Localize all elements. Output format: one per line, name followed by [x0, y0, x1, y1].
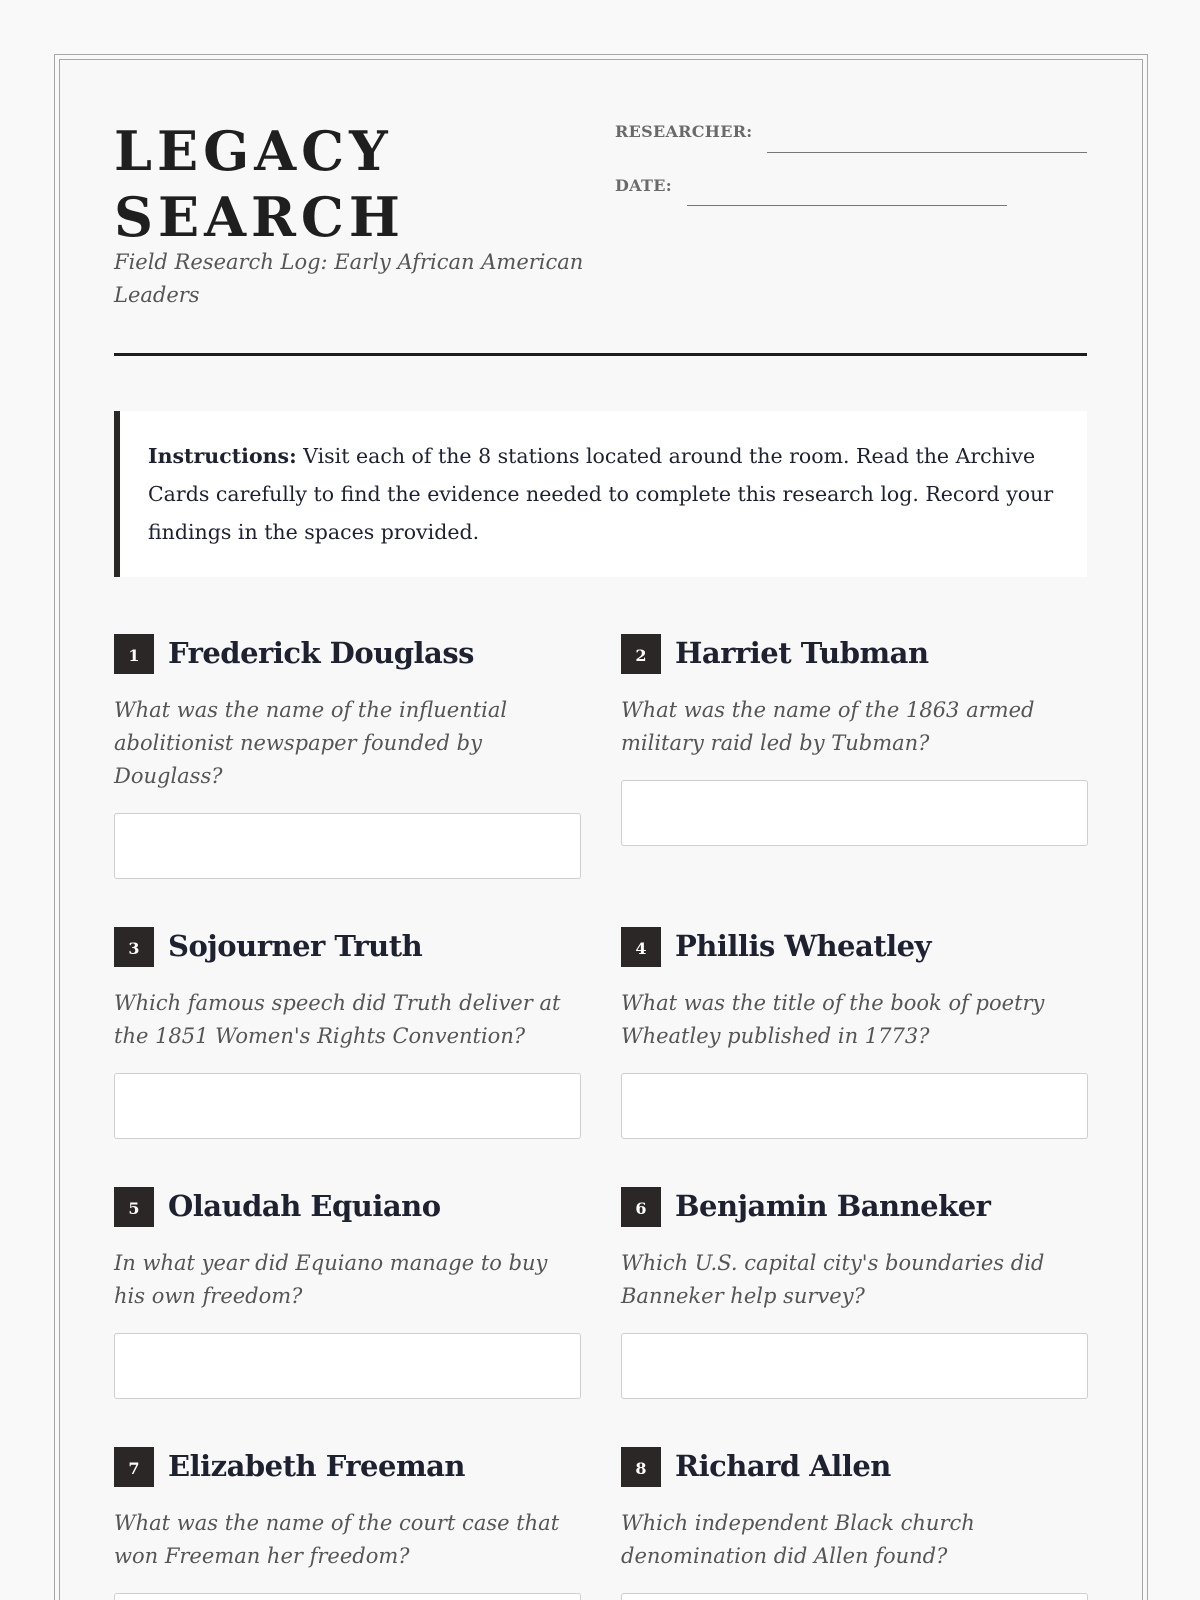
station-header [621, 634, 1088, 674]
station-number-badge: 3 [114, 927, 154, 967]
page-title [114, 118, 534, 250]
answer-field-5[interactable] [114, 1333, 581, 1399]
station-number-badge: 6 [621, 1187, 661, 1227]
station-number-badge: 5 [114, 1187, 154, 1227]
station-question: What was the name of the 1863 armed military raid led by Tubman? [621, 698, 1035, 755]
station-question: What was the name of the court case that won Freeman her freedom? [114, 1511, 560, 1568]
instructions-text: Visit each of the 8 stations located around the room. Read the Archive Cards carefully to find the evidence needed to complete this research log. Record your findings in the spaces provided. [148, 444, 1054, 544]
date-label: DATE: [615, 176, 672, 195]
answer-field-2[interactable] [621, 780, 1088, 846]
answer-field-3[interactable] [114, 1073, 581, 1139]
header-divider [114, 353, 1087, 356]
instructions-box [114, 411, 1087, 577]
answer-field-1[interactable] [114, 813, 581, 879]
date-line[interactable] [687, 205, 1007, 206]
station-card-4 [621, 927, 1088, 1139]
station-header [621, 1447, 1088, 1487]
station-header [114, 634, 581, 674]
station-name: Sojourner Truth [168, 929, 423, 963]
title-line-1: LEGACY [114, 119, 393, 183]
station-question: What was the title of the book of poetry Wheatley published in 1773? [621, 991, 1045, 1048]
station-card-8 [621, 1447, 1088, 1600]
station-card-1 [114, 634, 581, 879]
station-number-badge: 7 [114, 1447, 154, 1487]
instructions-lead: Instructions: [148, 444, 297, 468]
station-number-badge: 1 [114, 634, 154, 674]
station-name: Elizabeth Freeman [168, 1449, 466, 1483]
station-question: What was the name of the influential abolitionist newspaper founded by Douglass? [114, 698, 508, 788]
station-question: Which independent Black church denomination did Allen found? [621, 1511, 975, 1568]
station-number-badge: 8 [621, 1447, 661, 1487]
station-name: Harriet Tubman [675, 636, 929, 670]
station-name: Phillis Wheatley [675, 929, 931, 963]
station-header [114, 927, 581, 967]
station-header [621, 1187, 1088, 1227]
station-header [114, 1447, 581, 1487]
station-card-6 [621, 1187, 1088, 1399]
answer-field-4[interactable] [621, 1073, 1088, 1139]
station-name: Richard Allen [675, 1449, 891, 1483]
station-card-5 [114, 1187, 581, 1399]
station-name: Frederick Douglass [168, 636, 474, 670]
answer-field-7[interactable] [114, 1593, 581, 1600]
station-card-7 [114, 1447, 581, 1600]
answer-field-6[interactable] [621, 1333, 1088, 1399]
station-question: Which famous speech did Truth deliver at the 1851 Women's Rights Convention? [114, 991, 561, 1048]
station-card-2 [621, 634, 1088, 846]
title-line-2: SEARCH [114, 185, 405, 249]
answer-field-8[interactable] [621, 1593, 1088, 1600]
station-header [114, 1187, 581, 1227]
researcher-name-line[interactable] [767, 152, 1087, 153]
page-subtitle: Field Research Log: Early African American Leaders [114, 250, 584, 307]
researcher-label: RESEARCHER: [615, 122, 753, 141]
station-question: Which U.S. capital city's boundaries did Banneker help survey? [621, 1251, 1045, 1308]
station-question: In what year did Equiano manage to buy his own freedom? [114, 1251, 548, 1308]
station-card-3 [114, 927, 581, 1139]
station-header [621, 927, 1088, 967]
station-name: Olaudah Equiano [168, 1189, 441, 1223]
station-number-badge: 4 [621, 927, 661, 967]
station-number-badge: 2 [621, 634, 661, 674]
station-name: Benjamin Banneker [675, 1189, 991, 1223]
